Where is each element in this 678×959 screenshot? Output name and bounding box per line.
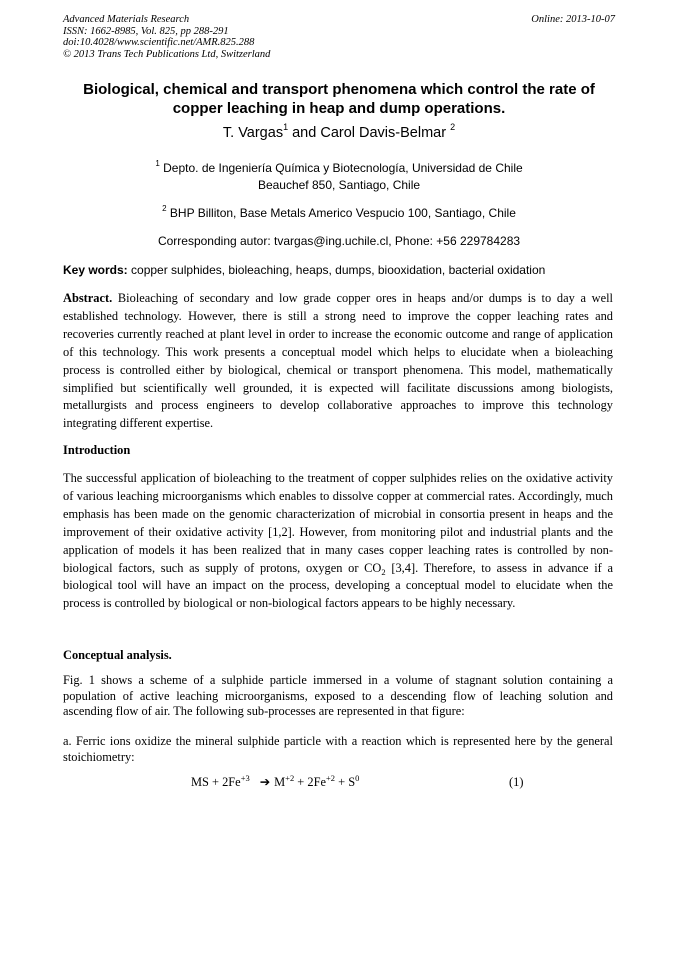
journal-name: Advanced Materials Research — [63, 14, 190, 25]
eq-p3-sup: 0 — [355, 773, 360, 783]
aff2-sup: 2 — [162, 204, 167, 213]
aff1-line-1: Depto. de Ingeniería Química y Biotecnología, Universidad de Chile — [163, 161, 523, 175]
keywords — [63, 262, 623, 278]
equation-1 — [191, 774, 359, 790]
author-conjunction: and — [288, 125, 321, 141]
conceptual-heading: Conceptual analysis. — [63, 648, 172, 662]
abstract — [63, 290, 613, 433]
title-line-2: copper leaching in heap and dump operations. — [172, 100, 506, 117]
aff1-sup: 1 — [155, 159, 160, 168]
keywords-label: Key words: — [63, 263, 128, 277]
issn-line: ISSN: 1662-8985, Vol. 825, pp 288-291 — [63, 25, 229, 37]
author-1: T. Vargas — [222, 125, 284, 141]
conceptual-para-2: a. Ferric ions oxidize the mineral sulphide particle with a reaction which is represented here by the general stoichiometry: — [63, 734, 613, 764]
abstract-text: Bioleaching of secondary and low grade copper ores in heaps and/or dumps is to day a well established technology. However, there is still a strong need to improve the copper leaching rates and recoveries currently reached at plant level in order to increase the economic outcome and range of application of this technology. This work presents a conceptual model which helps to elucidate when a bioleaching process is controlled either by biological, chemical or transport phenomena. This model, mathematically simplified but scientifically well grounded, it is expected will facilitate discussions among biologists, metallurgists and process engineers to develop collaborative approaches to improve this technology integrating different expertise. — [63, 291, 613, 431]
title-line-1: Biological, chemical and transport phenomena which control the rate of — [83, 81, 595, 98]
eq-p1: M — [274, 775, 286, 789]
keywords-text: copper sulphides, bioleaching, heaps, dumps, biooxidation, bacterial oxidation — [131, 263, 546, 277]
intro-text-a: The successful application of bioleaching to the treatment of copper sulphides relies on the oxidative activity of various leaching microorganisms which enables to dissolve copper at commercial rates. Accordingly, much emphasis has been made on the genomic characterization of microbial in consortia present in heaps and the improvement of their oxidative activity [1,2]. However, from monitoring pilot and industrial plants and the application of models it has been realized that in many cases copper leaching rates is controlled by non-biological factors, such as supply of protons, oxygen or CO — [63, 471, 613, 575]
aff1-line-2: Beauchef 850, Santiago, Chile — [257, 178, 421, 192]
affiliation-1 — [63, 160, 615, 194]
corresponding-author: Corresponding autor: tvargas@ing.uchile.cl, Phone: +56 229784283 — [157, 234, 521, 248]
author-2: Carol Davis-Belmar — [320, 125, 447, 141]
abstract-label: Abstract. — [63, 291, 113, 305]
copyright-line: © 2013 Trans Tech Publications Ltd, Switzerland — [63, 48, 271, 60]
equation-number: (1) — [509, 775, 524, 789]
paper-title — [63, 80, 615, 118]
eq-p1-sup: +2 — [285, 773, 295, 783]
authors — [63, 124, 615, 142]
eq-lhs-sup: +3 — [240, 773, 250, 783]
conceptual-para-1: Fig. 1 shows a scheme of a sulphide particle immersed in a volume of stagnant solution containing a population of active leaching microorganisms, exposed to a descending flow of leaching solution and ascending flow of air. The following sub-processes are represented in that figure: — [63, 673, 613, 719]
introduction-heading: Introduction — [63, 443, 131, 457]
co2-subscript: 2 — [381, 566, 386, 577]
eq-lhs: MS + 2Fe — [191, 775, 241, 789]
author-2-sup: 2 — [450, 122, 456, 132]
eq-p2: + 2Fe — [294, 775, 326, 789]
journal-header — [63, 14, 615, 60]
eq-p3: + S — [335, 775, 356, 789]
author-1-sup: 1 — [283, 122, 289, 132]
eq-p2-sup: +2 — [325, 773, 336, 783]
online-date: Online: 2013-10-07 — [531, 14, 615, 25]
doi-line: doi:10.4028/www.scientific.net/AMR.825.288 — [63, 37, 255, 48]
aff2-text: BHP Billiton, Base Metals Americo Vespucio 100, Santiago, Chile — [169, 206, 516, 220]
introduction-text — [63, 470, 613, 613]
affiliation-2 — [63, 205, 615, 222]
reaction-arrow-icon: ➔ — [259, 775, 271, 789]
intro-text-b: [3,4]. Therefore, to assess in advance if a biological tool will have an impact on the process, developing a conceptual model to elucidate when the process is controlled by biological or non-biological factors appears to be highly necessary. — [63, 560, 614, 611]
